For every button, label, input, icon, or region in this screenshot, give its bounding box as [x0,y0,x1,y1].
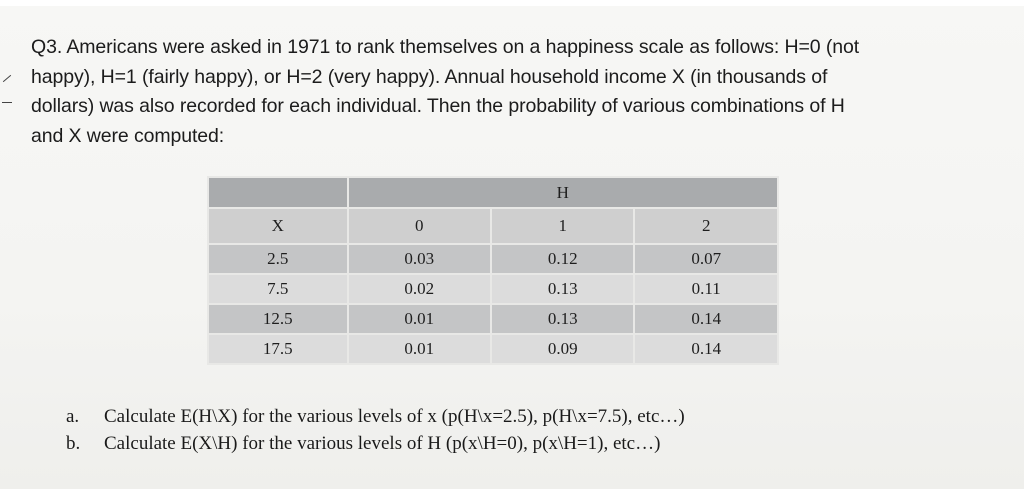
table-row [208,304,778,334]
x-value-cell: 17.5 [208,334,348,364]
table-row [208,274,778,304]
probability-cell: 0.12 [491,244,634,274]
task-marker: a. [66,406,80,427]
h-column-header: 0 [348,208,491,244]
question-line: happy), H=1 (fairly happy), or H=2 (very happy). Annual household income X (in thousands of [31,65,828,88]
probability-cell: 0.01 [348,334,491,364]
probability-cell: 0.09 [491,334,634,364]
probability-cell: 0.13 [491,304,634,334]
probability-cell: 0.01 [348,304,491,334]
question-line: Q3. Americans were asked in 1971 to rank themselves on a happiness scale as follows: H=0 (not [31,36,860,58]
table-row [208,244,778,274]
margin-tick-mark [3,75,11,82]
question-line: dollars) was also recorded for each individual. Then the probability of various combinations of H [31,95,845,117]
task-item [66,430,685,457]
probability-cell: 0.13 [491,274,634,304]
task-list [66,403,685,457]
question-text [31,33,991,151]
x-value-cell: 2.5 [208,244,348,274]
probability-cell: 0.07 [634,244,778,274]
x-value-cell: 7.5 [208,274,348,304]
table-header-row [208,177,778,208]
table-subheader-row [208,208,778,244]
h-column-header: 1 [491,208,634,244]
table-row [208,334,778,364]
task-marker: b. [66,433,81,454]
x-value-cell: 12.5 [208,304,348,334]
probability-cell: 0.11 [634,274,778,304]
probability-cell: 0.14 [634,304,778,334]
task-text: Calculate E(X\H) for the various levels of H (p(x\H=0), p(x\H=1), etc…) [104,433,661,454]
h-group-header: H [348,177,779,208]
question-line: and X were computed: [31,124,225,147]
probability-cell: 0.03 [348,244,491,274]
margin-dash-mark [2,102,12,103]
table-corner-cell [208,177,348,208]
probability-cell: 0.02 [348,274,491,304]
task-text: Calculate E(H\X) for the various levels of x (p(H\x=2.5), p(H\x=7.5), etc…) [104,406,685,427]
x-column-header: X [208,208,348,244]
page-top-edge [0,0,1024,6]
probability-cell: 0.14 [634,334,778,364]
probability-table [207,176,779,365]
h-column-header: 2 [634,208,778,244]
task-item [66,403,685,430]
